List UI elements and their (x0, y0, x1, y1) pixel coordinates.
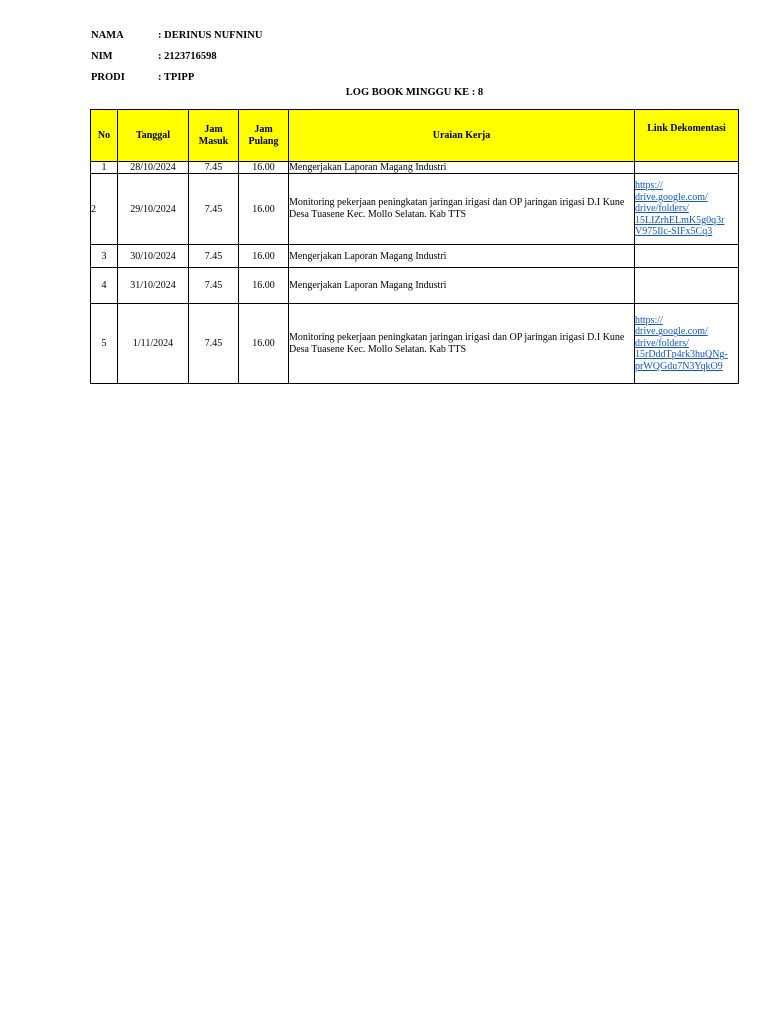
cell-tanggal: 28/10/2024 (118, 162, 189, 174)
cell-tanggal: 1/11/2024 (118, 304, 189, 384)
cell-jam-masuk: 7.45 (189, 162, 239, 174)
link-line: drive/folders/ (635, 337, 689, 349)
col-header-tanggal: Tanggal (118, 110, 189, 162)
cell-jam-masuk: 7.45 (189, 245, 239, 268)
cell-no: 4 (91, 268, 118, 304)
info-row-nim (91, 46, 262, 67)
nim-label: NIM (91, 51, 113, 62)
table-row (91, 245, 739, 268)
col-header-jam-masuk-line1: Jam (204, 123, 223, 135)
logbook-title: LOG BOOK MINGGU KE : 8 (345, 87, 484, 98)
cell-no: 2 (91, 174, 118, 245)
cell-jam-masuk: 7.45 (189, 304, 239, 384)
nama-label: NAMA (91, 30, 124, 41)
cell-link (635, 245, 739, 268)
logbook-table (90, 109, 739, 384)
link-line: prWQGdu7N3YqkO9 (635, 360, 723, 372)
cell-jam-pulang: 16.00 (239, 268, 289, 304)
nama-value: : DERINUS NUFNINU (158, 30, 263, 41)
cell-tanggal: 31/10/2024 (118, 268, 189, 304)
col-header-jam-masuk-line2: Masuk (198, 135, 229, 147)
link-line: drive/folders/ (635, 203, 689, 215)
cell-no: 5 (91, 304, 118, 384)
documentation-link[interactable] (635, 315, 738, 373)
col-header-uraian: Uraian Kerja (289, 110, 635, 162)
col-header-jam-masuk (189, 110, 239, 162)
cell-uraian: Monitoring pekerjaan peningkatan jaringan irigasi dan OP jaringan irigasi D.I Kune Desa Tuasene Kec. Mollo Selatan. Kab TTS (289, 174, 635, 245)
cell-jam-pulang: 16.00 (239, 162, 289, 174)
prodi-value: : TPIPP (158, 72, 195, 83)
link-line: 15rDddTp4rk3huQNg- (635, 349, 728, 361)
cell-uraian: Monitoring pekerjaan peningkatan jaringan irigasi dan OP jaringan irigasi D.I Kune Desa Tuasene Kec. Mollo Selatan. Kab TTS (289, 304, 635, 384)
table-row (91, 268, 739, 304)
col-header-jam-pulang-line1: Jam (254, 123, 273, 135)
cell-link (635, 162, 739, 174)
cell-uraian: Mengerjakan Laporan Magang Industri (289, 245, 635, 268)
cell-no: 1 (91, 162, 118, 174)
link-line: https:// (635, 314, 663, 326)
cell-uraian: Mengerjakan Laporan Magang Industri (289, 268, 635, 304)
cell-jam-pulang: 16.00 (239, 304, 289, 384)
cell-tanggal: 30/10/2024 (118, 245, 189, 268)
cell-link (635, 174, 739, 245)
table-header-row (91, 110, 739, 162)
table-row (91, 162, 739, 174)
col-header-jam-pulang (239, 110, 289, 162)
cell-tanggal: 29/10/2024 (118, 174, 189, 245)
info-row-nama (91, 25, 262, 46)
cell-link (635, 268, 739, 304)
cell-jam-masuk: 7.45 (189, 174, 239, 245)
cell-jam-masuk: 7.45 (189, 268, 239, 304)
student-info (91, 25, 262, 88)
link-line: 15LIZrhELmK5g0q3r (635, 214, 725, 226)
nim-value: : 2123716598 (158, 51, 217, 62)
link-line: https:// (635, 180, 663, 192)
link-line: drive.google.com/ (635, 326, 708, 338)
cell-no: 3 (91, 245, 118, 268)
cell-link (635, 304, 739, 384)
col-header-jam-pulang-line2: Pulang (248, 135, 279, 147)
prodi-label: PRODI (91, 72, 125, 83)
table-row (91, 174, 739, 245)
info-row-prodi (91, 67, 262, 88)
cell-jam-pulang: 16.00 (239, 245, 289, 268)
col-header-link: Link Dekomentasi (635, 110, 739, 162)
col-header-no: No (91, 110, 118, 162)
cell-jam-pulang: 16.00 (239, 174, 289, 245)
link-line: drive.google.com/ (635, 191, 708, 203)
table-row (91, 304, 739, 384)
documentation-link[interactable] (635, 180, 738, 238)
cell-uraian: Mengerjakan Laporan Magang Industri (289, 162, 635, 174)
link-line: V975Ilc-SIFx5Cq3 (635, 226, 713, 238)
